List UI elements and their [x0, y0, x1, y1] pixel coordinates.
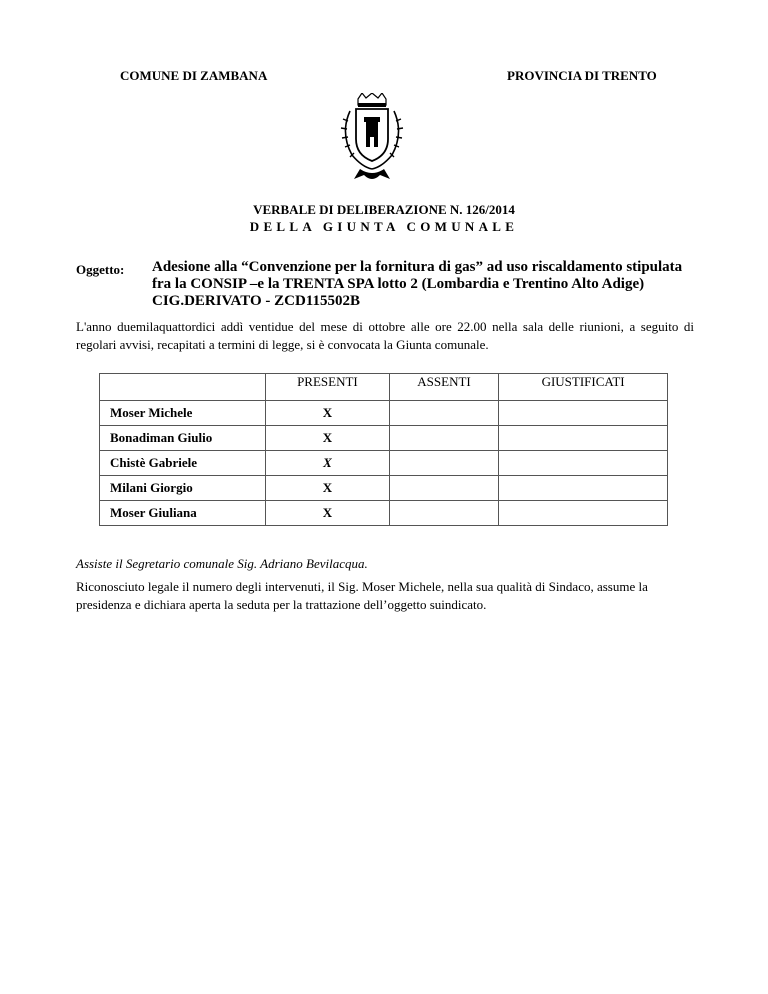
column-header — [100, 374, 266, 401]
table-header-row — [100, 374, 668, 401]
giustificati-cell — [499, 426, 668, 451]
assenti-cell — [389, 501, 498, 526]
presenti-cell: X — [266, 451, 390, 476]
giustificati-cell — [499, 476, 668, 501]
member-name: Milani Giorgio — [100, 476, 266, 501]
closing-paragraph: Riconosciuto legale il numero degli intervenuti, il Sig. Moser Michele, nella sua qualità di Sindaco, assume la presidenza e dichiara aperta la seduta per la trattazione dell’oggetto suindicato. — [76, 579, 648, 612]
assenti-cell — [389, 401, 498, 426]
presenti-cell: X — [266, 401, 390, 426]
column-header: ASSENTI — [389, 374, 498, 401]
column-header: PRESENTI — [266, 374, 390, 401]
giustificati-cell — [499, 401, 668, 426]
presenti-cell: X — [266, 426, 390, 451]
province-name: PROVINCIA DI TRENTO — [507, 68, 657, 83]
presenti-cell: X — [266, 501, 390, 526]
subject-label: Oggetto: — [76, 262, 125, 277]
table-row — [100, 476, 668, 501]
presenti-cell: X — [266, 476, 390, 501]
subject-text: Adesione alla “Convenzione per la fornitura di gas” ad uso riscaldamento stipulata fra la CONSIP –e la TRENTA SPA lotto 2 (Lombardia e Trentino Alto Adige) CIG.DERIVATO - ZCD115502B — [152, 259, 683, 309]
table-row — [100, 401, 668, 426]
document-subtitle: DELLA GIUNTA COMUNALE — [249, 219, 519, 234]
giustificati-cell — [499, 451, 668, 476]
secretary-note: Assiste il Segretario comunale Sig. Adriano Bevilacqua. — [76, 556, 368, 571]
table-row — [100, 426, 668, 451]
municipality-name: COMUNE DI ZAMBANA — [120, 68, 268, 83]
intro-paragraph: L'anno duemilaquattordici addì ventidue del mese di ottobre alle ore 22.00 nella sala delle riunioni, a seguito di regolari avvisi, recapitati a termini di legge, si è convocata la Giunta comunale. — [76, 319, 694, 352]
giustificati-cell — [499, 501, 668, 526]
assenti-cell — [389, 426, 498, 451]
column-header: GIUSTIFICATI — [499, 374, 668, 401]
table-row — [100, 451, 668, 476]
member-name: Bonadiman Giulio — [100, 426, 266, 451]
document-title: VERBALE DI DELIBERAZIONE N. 126/2014 — [253, 202, 515, 217]
table-row — [100, 501, 668, 526]
member-name: Chistè Gabriele — [100, 451, 266, 476]
assenti-cell — [389, 476, 498, 501]
member-name: Moser Michele — [100, 401, 266, 426]
member-name: Moser Giuliana — [100, 501, 266, 526]
coat-of-arms-icon — [336, 93, 408, 185]
assenti-cell — [389, 451, 498, 476]
attendance-table — [99, 373, 668, 526]
